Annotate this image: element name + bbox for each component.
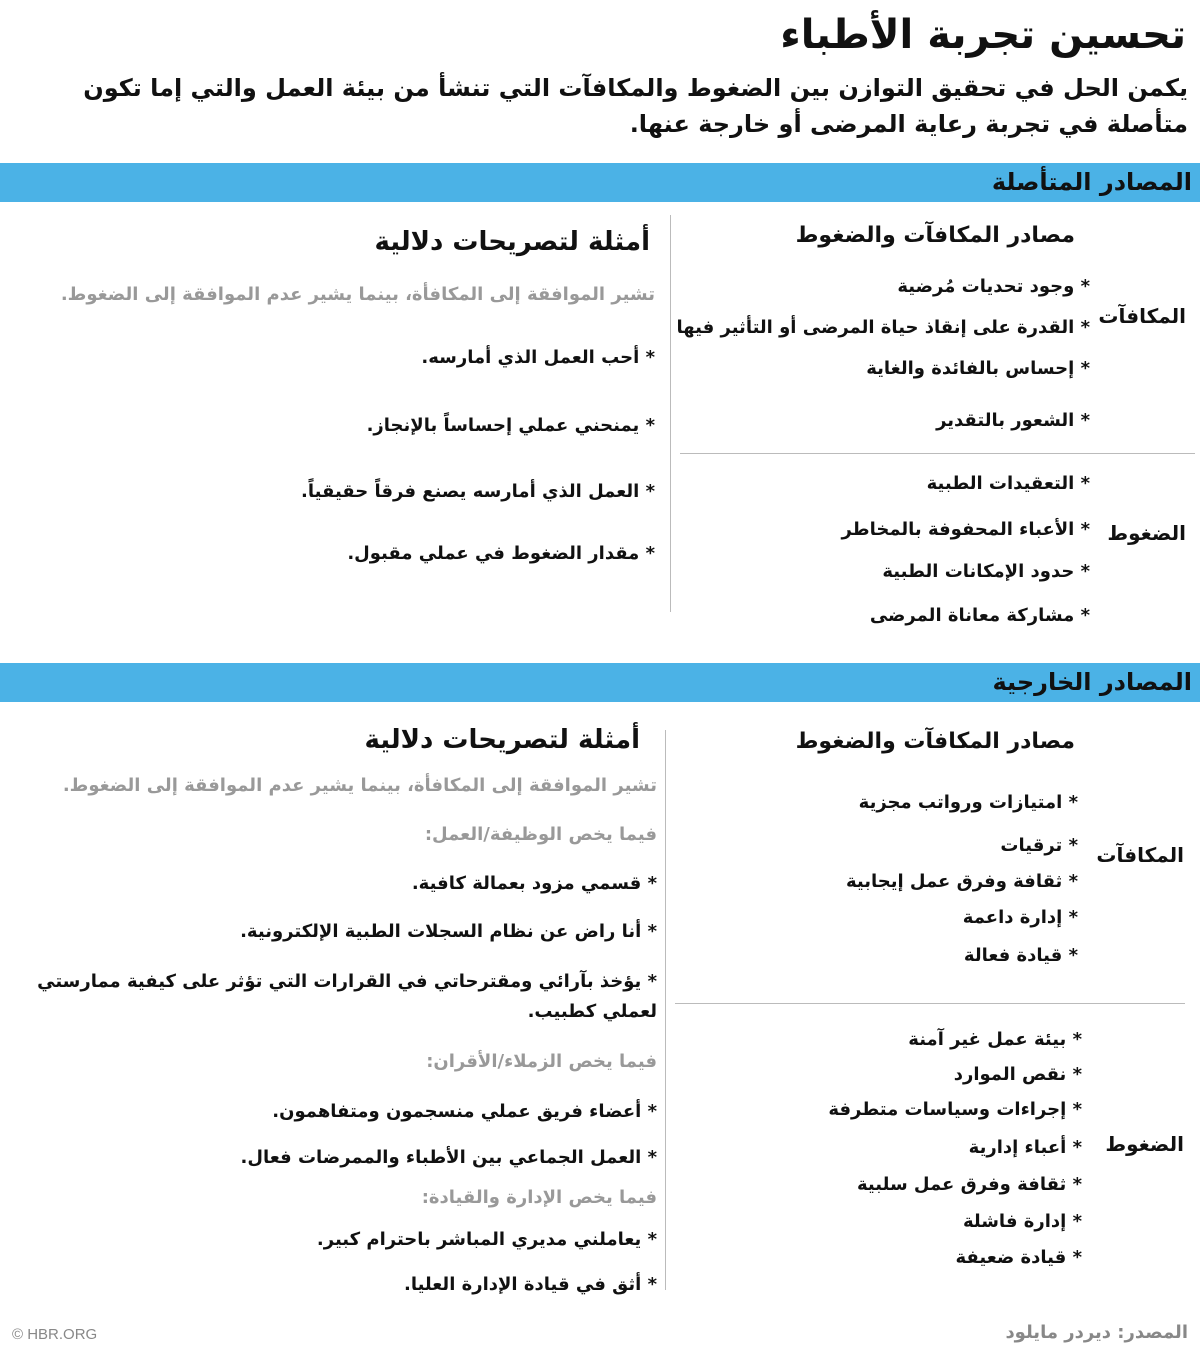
reward-item: * ترقيات: [1000, 835, 1078, 856]
example-statement: * أعضاء فريق عملي منسجمون ومتفاهمون.: [272, 1101, 657, 1122]
example-statement: * يؤخذ بآرائي ومقترحاتي في القرارات التي تؤثر على كيفية ممارستي لعملي كطبيب.: [37, 971, 657, 1022]
section-title: المصادر المتأصلة: [991, 168, 1192, 196]
reward-item: * امتيازات ورواتب مجزية: [858, 792, 1078, 813]
pressure-item: * بيئة عمل غير آمنة: [908, 1029, 1082, 1050]
page-title: تحسين تجربة الأطباء: [780, 12, 1186, 58]
examples-heading: أمثلة لتصريحات دلالية: [374, 227, 650, 257]
example-statement: * قسمي مزود بعمالة كافية.: [411, 873, 657, 894]
examples-note: تشير الموافقة إلى المكافأة، بينما يشير عدم الموافقة إلى الضغوط.: [62, 775, 657, 796]
subtitle: يكمن الحل في تحقيق التوازن بين الضغوط والمكافآت التي تنشأ من بيئة العمل والتي إما تكون متأصلة في تجربة رعاية المرضى أو خارجة عنها.: [83, 74, 1188, 138]
reward-item: * إحساس بالفائدة والغاية: [866, 358, 1090, 379]
pressure-item: * قيادة ضعيفة: [955, 1247, 1082, 1268]
pressure-item: * إدارة فاشلة: [962, 1211, 1082, 1232]
rewards-label: المكافآت: [1096, 843, 1184, 867]
example-statement: * العمل الجماعي بين الأطباء والممرضات فعال.: [240, 1147, 657, 1168]
examples-note: تشير الموافقة إلى المكافأة، بينما يشير عدم الموافقة إلى الضغوط.: [60, 284, 655, 305]
pressure-item: * الأعباء المحفوفة بالمخاطر: [841, 519, 1090, 540]
copyright: © HBR.ORG: [12, 1326, 98, 1343]
category-management: فيما يخص الإدارة والقيادة:: [421, 1187, 657, 1208]
pressure-item: * نقص الموارد: [953, 1064, 1082, 1085]
rewards-label: المكافآت: [1098, 304, 1186, 328]
reward-item: * ثقافة وفرق عمل إيجابية: [845, 871, 1078, 892]
sources-heading: مصادر المكافآت والضغوط: [795, 223, 1075, 248]
pressures-label: الضغوط: [1105, 1132, 1184, 1156]
category-peers: فيما يخص الزملاء/الأقران:: [426, 1051, 657, 1072]
example-statement: * أحب العمل الذي أمارسه.: [421, 347, 655, 368]
reward-item: * قيادة فعالة: [963, 945, 1078, 966]
example-statement: * أثق في قيادة الإدارة العليا.: [403, 1274, 657, 1295]
section-header-external: [0, 663, 1200, 702]
reward-item: * وجود تحديات مُرضية: [897, 276, 1090, 297]
category-job: فيما يخص الوظيفة/العمل:: [424, 824, 657, 845]
pressure-item: * أعباء إدارية: [968, 1137, 1082, 1158]
row-divider: [675, 1003, 1185, 1004]
row-divider: [680, 453, 1195, 454]
source-credit: المصدر: ديردر مايلود: [1005, 1322, 1188, 1343]
section-header-inherent: [0, 163, 1200, 202]
example-statement: * يمنحني عملي إحساساً بالإنجاز.: [366, 415, 655, 436]
pressure-item: * حدود الإمكانات الطبية: [882, 561, 1090, 582]
example-statement: * العمل الذي أمارسه يصنع فرقاً حقيقياً.: [301, 481, 655, 502]
pressure-item: * مشاركة معاناة المرضى: [869, 605, 1090, 626]
pressures-label: الضغوط: [1107, 521, 1186, 545]
example-statement: * مقدار الضغوط في عملي مقبول.: [347, 543, 655, 564]
example-statement: * يعاملني مديري المباشر باحترام كبير.: [316, 1229, 657, 1250]
pressure-item: * التعقيدات الطبية: [926, 473, 1090, 494]
sources-heading: مصادر المكافآت والضغوط: [795, 729, 1075, 754]
example-statement: * أنا راض عن نظام السجلات الطبية الإلكترونية.: [240, 921, 657, 942]
examples-heading: أمثلة لتصريحات دلالية: [364, 725, 640, 755]
section-title: المصادر الخارجية: [992, 668, 1192, 696]
pressure-item: * إجراءات وسياسات متطرفة: [828, 1099, 1082, 1120]
reward-item: * القدرة على إنقاذ حياة المرضى أو التأثير فيها: [676, 317, 1090, 338]
column-divider: [670, 215, 671, 612]
pressure-item: * ثقافة وفرق عمل سلبية: [856, 1174, 1082, 1195]
reward-item: * إدارة داعمة: [962, 907, 1078, 928]
column-divider: [665, 730, 666, 1290]
reward-item: * الشعور بالتقدير: [936, 410, 1090, 431]
